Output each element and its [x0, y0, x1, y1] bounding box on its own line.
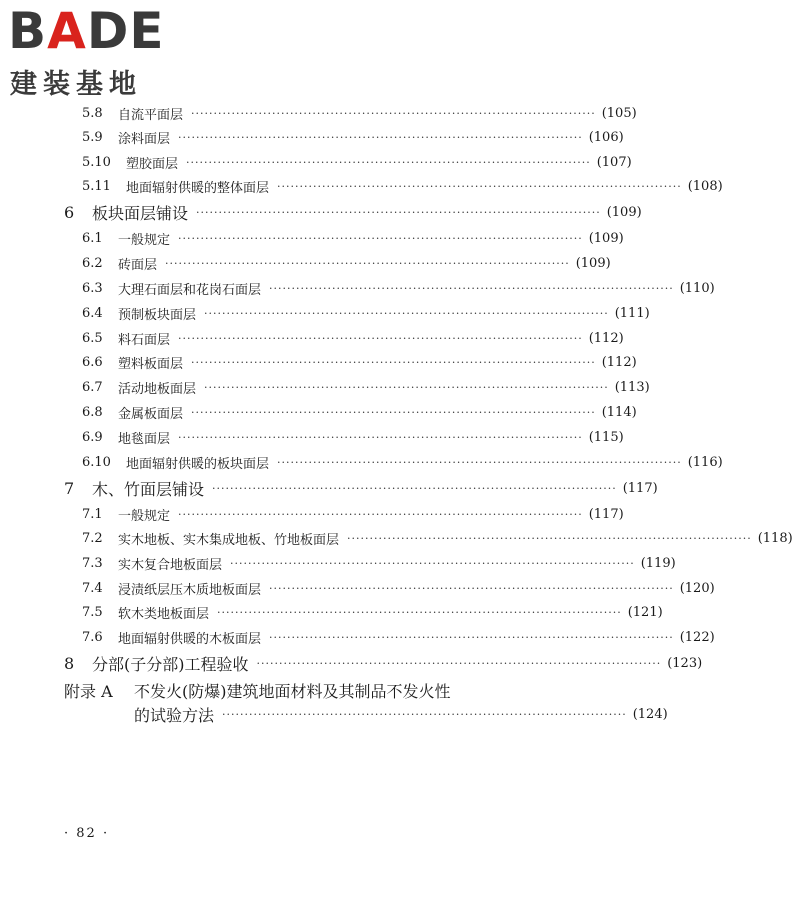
toc-dot-leader: ··························································································: [230, 556, 635, 570]
toc-dot-leader: ··························································································: [277, 455, 682, 469]
toc-entry-page: (112): [601, 354, 637, 370]
toc-chapter-page: (117): [622, 480, 658, 496]
toc-entry-number: 6.2: [82, 255, 103, 271]
toc-chapter-number: 8: [64, 653, 75, 673]
toc-entry: [0, 302, 650, 324]
toc-entry-title: 金属板面层: [118, 406, 184, 422]
toc-entry-title: 塑料板面层: [118, 356, 184, 372]
toc-entry-number: 5.9: [82, 129, 103, 145]
toc-dot-leader: ··························································································: [256, 656, 662, 670]
toc-entry-number: 6.5: [82, 330, 103, 346]
toc-entry-title: 一般规定: [118, 232, 171, 248]
toc-entry: [0, 351, 637, 373]
toc-entry-number: 7.1: [82, 506, 103, 522]
toc-entry-page: (105): [601, 105, 637, 121]
toc-appendix-title-line2: 的试验方法: [134, 705, 215, 725]
toc-entry-number: 6.7: [82, 379, 103, 395]
toc-entry-number: 6.6: [82, 354, 103, 370]
toc-entry: [0, 626, 715, 648]
toc-dot-leader: ··························································································: [196, 205, 601, 219]
toc-entry-page: (108): [687, 178, 723, 194]
toc-entry-title: 实木复合地板面层: [118, 557, 223, 573]
toc-chapter-number: 7: [64, 478, 75, 498]
toc-entry-number: 6.8: [82, 404, 103, 420]
toc-chapter-number: 6: [64, 202, 75, 222]
toc-dot-leader: ··························································································: [212, 481, 617, 495]
toc-entry: [0, 577, 715, 599]
toc-entry-title: 砖面层: [118, 257, 158, 273]
toc-entry-number: 7.2: [82, 530, 103, 546]
toc-entry-page: (114): [601, 404, 637, 420]
toc-dot-leader: ··························································································: [347, 531, 752, 545]
toc-entry-title: 自流平面层: [118, 107, 184, 123]
toc-entry-number: 5.10: [82, 154, 111, 170]
toc-dot-leader: ··························································································: [277, 179, 682, 193]
toc-entry-page: (109): [575, 255, 611, 271]
toc-entry: [0, 426, 624, 448]
toc-appendix-heading: [64, 679, 451, 701]
toc-entry-page: (120): [679, 580, 715, 596]
toc-entry-page: (119): [640, 555, 676, 571]
toc-dot-leader: ··························································································: [191, 355, 596, 369]
toc-dot-leader: ··························································································: [269, 630, 674, 644]
toc-dot-leader: ··························································································: [269, 581, 674, 595]
toc-entry-page: (107): [596, 154, 632, 170]
toc-dot-leader: ··························································································: [178, 130, 583, 144]
toc-entry-title: 料石面层: [118, 332, 171, 348]
toc-dot-leader: ··························································································: [186, 155, 591, 169]
toc-entry-number: 5.11: [82, 178, 111, 194]
toc-entry-page: (110): [679, 280, 715, 296]
toc-chapter-page: (109): [606, 204, 642, 220]
toc-dot-leader: ··························································································: [178, 231, 583, 245]
toc-entry-number: 6.4: [82, 305, 103, 321]
toc-entry-number: 6.3: [82, 280, 103, 296]
toc-entry: [0, 327, 624, 349]
toc-entry-title: 实木地板、实木集成地板、竹地板面层: [118, 532, 340, 548]
toc-dot-leader: ··························································································: [178, 507, 583, 521]
toc-entry: [0, 401, 637, 423]
toc-dot-leader: ··························································································: [165, 256, 570, 270]
toc-entry-page: (106): [588, 129, 624, 145]
toc-dot-leader: ··························································································: [222, 707, 627, 721]
toc-entry-number: 7.3: [82, 555, 103, 571]
toc-entry-number: 7.4: [82, 580, 103, 596]
toc-entry-page: (112): [588, 330, 624, 346]
toc-entry-number: 6.10: [82, 454, 111, 470]
toc-entry-number: 6.9: [82, 429, 103, 445]
toc-dot-leader: ··························································································: [217, 605, 622, 619]
toc-entry-page: (122): [679, 629, 715, 645]
toc-appendix-page: (124): [632, 706, 668, 722]
toc-entry-page: (116): [687, 454, 723, 470]
toc-entry-title: 浸渍纸层压木质地板面层: [118, 582, 262, 598]
toc-entry-title: 大理石面层和花岗石面层: [118, 282, 262, 298]
toc-entry: [0, 227, 624, 249]
toc-chapter-title: 木、竹面层铺设: [92, 479, 205, 499]
toc-entry: [0, 175, 723, 197]
toc-chapter-page: (123): [667, 655, 703, 671]
toc-appendix-continuation: [0, 703, 668, 725]
toc-dot-leader: ··························································································: [204, 306, 609, 320]
toc-entry-number: 5.8: [82, 105, 103, 121]
toc-entry-page: (118): [757, 530, 793, 546]
toc-entry-page: (121): [627, 604, 663, 620]
toc-entry: [0, 376, 650, 398]
page-number: · 82 ·: [64, 826, 110, 841]
toc-entry-title: 地面辐射供暖的木板面层: [118, 631, 262, 647]
toc-entry: [0, 503, 624, 525]
logo-subtitle: 建装基地: [10, 69, 142, 100]
toc-entry: [0, 151, 632, 173]
toc-entry-title: 地面辐射供暖的整体面层: [126, 180, 270, 196]
toc-entry-title: 地面辐射供暖的板块面层: [126, 456, 270, 472]
toc-entry: [0, 451, 723, 473]
toc-entry-title: 活动地板面层: [118, 381, 197, 397]
toc-entry-title: 地毯面层: [118, 431, 171, 447]
toc-chapter: [0, 477, 658, 499]
toc-entry-title: 一般规定: [118, 508, 171, 524]
toc-entry: [0, 252, 611, 274]
toc-dot-leader: ··························································································: [178, 430, 583, 444]
toc-chapter-title: 板块面层铺设: [92, 203, 189, 223]
toc-dot-leader: ··························································································: [178, 331, 583, 345]
toc-entry: [0, 277, 715, 299]
toc-entry-page: (117): [588, 506, 624, 522]
toc-entry: [0, 601, 663, 623]
bade-logo: [8, 2, 178, 100]
toc-entry-number: 7.5: [82, 604, 103, 620]
toc-entry-page: (109): [588, 230, 624, 246]
toc-entry-title: 软木类地板面层: [118, 606, 210, 622]
toc-entry-page: (113): [614, 379, 650, 395]
toc-entry: [0, 102, 637, 124]
toc-entry-title: 涂料面层: [118, 131, 171, 147]
toc-entry-page: (111): [614, 305, 650, 321]
toc-dot-leader: ··························································································: [191, 405, 596, 419]
toc-entry-number: 7.6: [82, 629, 103, 645]
toc-dot-leader: ··························································································: [269, 281, 674, 295]
toc-appendix-number: 附录 A: [64, 681, 113, 701]
toc-entry-title: 预制板块面层: [118, 307, 197, 323]
toc-entry: [0, 126, 624, 148]
toc-chapter-title: 分部(子分部)工程验收: [92, 654, 249, 674]
toc-chapter: [0, 201, 642, 223]
toc-entry-number: 6.1: [82, 230, 103, 246]
toc-entry: [0, 552, 676, 574]
toc-dot-leader: ··························································································: [191, 106, 596, 120]
toc-entry: [0, 527, 793, 549]
toc-appendix-title-line1: 不发火(防爆)建筑地面材料及其制品不发火性: [134, 681, 451, 701]
toc-entry-page: (115): [588, 429, 624, 445]
toc-chapter: [0, 652, 703, 674]
toc-dot-leader: ··························································································: [204, 380, 609, 394]
toc-entry-title: 塑胶面层: [126, 156, 179, 172]
logo-wordmark: BADE: [8, 2, 165, 60]
